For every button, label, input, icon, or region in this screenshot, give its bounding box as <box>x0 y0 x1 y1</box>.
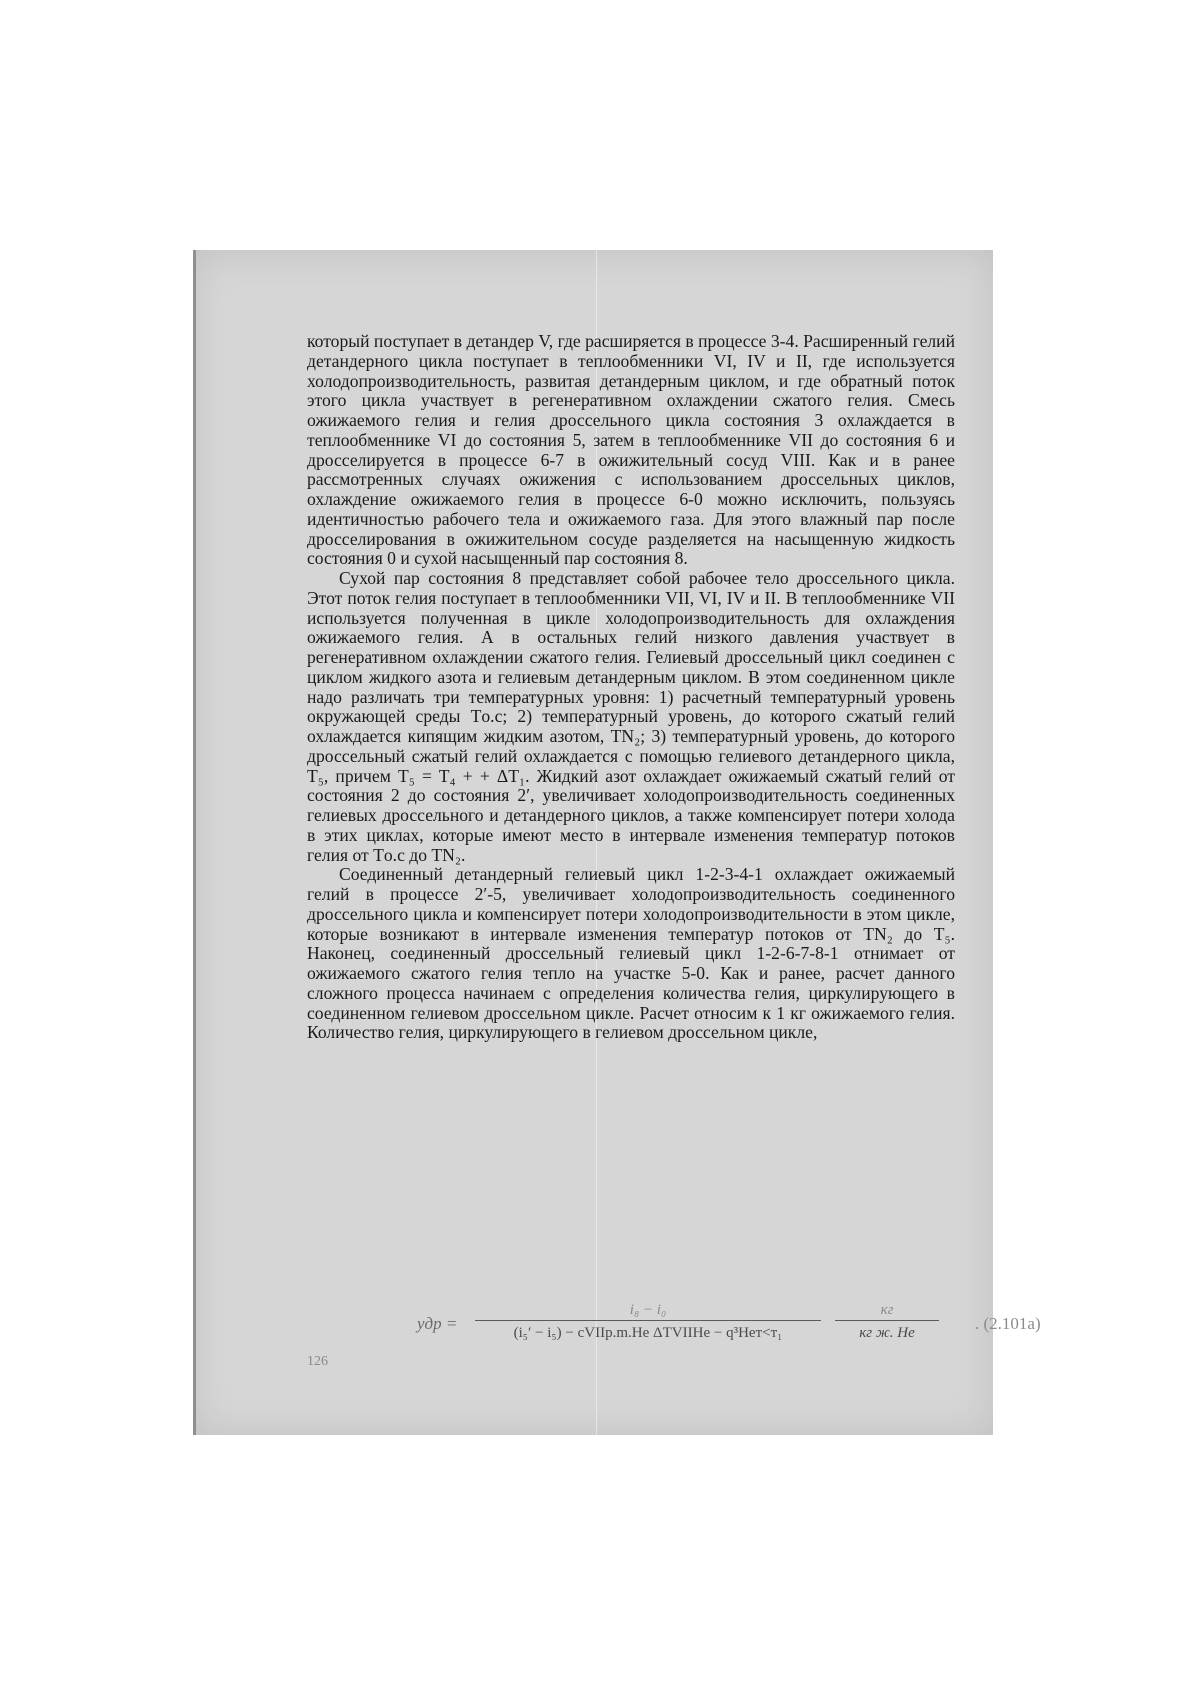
body-text <box>307 332 955 1043</box>
unit-denominator: кг ж. Не <box>859 1325 915 1341</box>
page-number: 126 <box>307 1354 328 1369</box>
page-sheet <box>193 250 1041 1435</box>
formula-denominator: (i₅′ − i₅) − cVIIp.m.He ΔTVIIHe − q³Heт<т₁ <box>513 1325 783 1341</box>
formula-2-101a <box>307 1300 1041 1352</box>
sheet-edge <box>193 250 196 1435</box>
unit-numerator: кг <box>880 1302 894 1318</box>
formula-fraction <box>475 1300 821 1345</box>
formula-numerator: i₈ − i₀ <box>629 1302 667 1318</box>
paragraph-1: который поступает в детандер V, где расширяется в процессе 3-4. Расширенный гелий детандерного цикла поступает в теплообменники VI, IV и II, где используется холодопроизводительность, развитая детандерным циклом, и где обратный поток этого цикла участвует в регенеративном охлаждении сжатого гелия. Смесь ожижаемого гелия и гелия дроссельного цикла состояния 3 охлаждается в теплообменнике VI до состояния 5, затем в теплообменнике VII до состояния 6 и дросселируется в процессе 6-7 в ожижительный сосуд VIII. Как и в ранее рассмотренных случаях ожижения с использованием дроссельных циклов, охлаждение ожижаемого гелия в процессе 6-0 можно исключить, пользуясь идентичностью рабочего тела и ожижаемого газа. Для этого влажный пар после дросселирования в ожижительном сосуде разделяется на насыщенную жидкость состояния 0 и сухой насыщенный пар состояния 8. <box>307 331 955 569</box>
paragraph-2: Сухой пар состояния 8 представляет собой рабочее тело дроссельного цикла. Этот поток гелия поступает в теплообменники VII, VI, IV и II. В теплообменнике VII используется полученная в цикле холодопроизводительность для охлаждения ожижаемого гелия. А в остальных гелий низкого давления участвует в регенеративном охлаждении сжатого гелия. Гелиевый дроссельный цикл соединен с циклом жидкого азота и гелиевым детандерным циклом. В этом соединенном цикле надо различать три температурных уровня: 1) расчетный температурный уровень окружающей среды Tо.с; 2) температурный уровень, до которого сжатый гелий охлаждается кипящим жидким азотом, TN₂; 3) температурный уровень, до которого дроссельный сжатый гелий охлаждается с помощью гелиевого детандерного цикла, T₅, причем T₅ = T₄ + + ΔT₁. Жидкий азот охлаждает ожижаемый сжатый гелий от состояния 2 до состояния 2′, увеличивает холодопроизводительность соединенных гелиевых дроссельного и детандерного циклов, а также компенсирует потери холода в этих циклах, которые имеют место в интервале изменения температур потоков гелия от Tо.с до TN₂. <box>307 568 955 865</box>
formula-number: . (2.101a) <box>975 1314 1041 1333</box>
paragraph-3: Соединенный детандерный гелиевый цикл 1-2-3-4-1 охлаждает ожижаемый гелий в процессе 2′-5, увеличивает холодопроизводительность соединенного дроссельного цикла и компенсирует потери холодопроизводительности в этом цикле, которые возникают в интервале изменения температур потоков от TN₂ до T₅. Наконец, соединенный дроссельный гелиевый цикл 1-2-6-7-8-1 отнимает от ожижаемого сжатого гелия тепло на участке 5-0. Как и ранее, расчет данного сложного процесса начинаем с определения количества гелия, циркулирующего в соединенном гелиевом дроссельном цикле. Расчет относим к 1 кг ожижаемого гелия. Количество гелия, циркулирующего в гелиевом дроссельном цикле, <box>307 864 955 1043</box>
formula-unit <box>835 1300 939 1345</box>
formula-lhs: yдр = <box>417 1314 458 1333</box>
